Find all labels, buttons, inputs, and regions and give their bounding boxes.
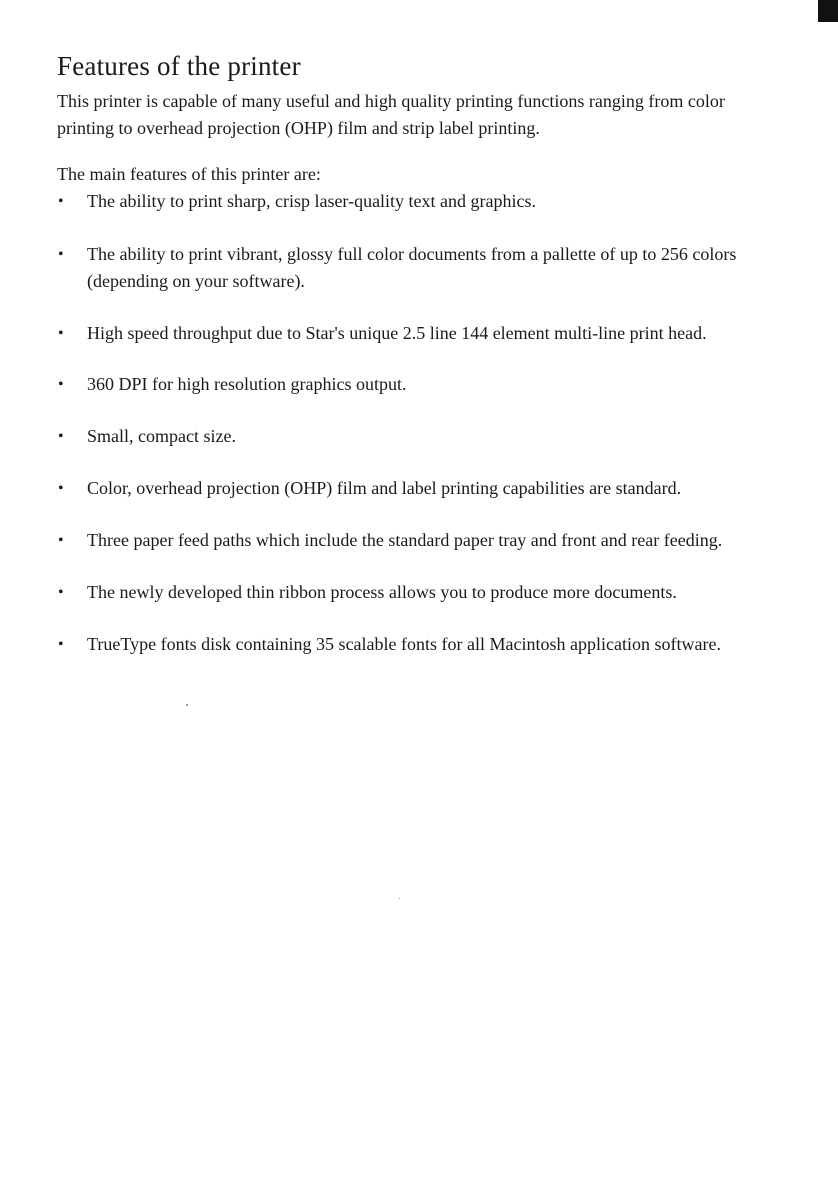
feature-text: 360 DPI for high resolution graphics output. <box>87 374 407 394</box>
feature-text: Color, overhead projection (OHP) film and label printing capabilities are standard. <box>87 478 682 498</box>
feature-item <box>57 579 757 606</box>
feature-item <box>57 320 757 347</box>
feature-item <box>57 241 757 295</box>
bullet-icon: • <box>58 532 64 549</box>
feature-text: The newly developed thin ribbon process allows you to produce more documents. <box>87 582 677 602</box>
bullet-icon: • <box>58 584 64 601</box>
feature-item <box>57 475 757 502</box>
scan-speck <box>399 898 400 899</box>
feature-item <box>57 423 757 450</box>
features-lead: The main features of this printer are: <box>57 164 321 184</box>
feature-text: TrueType fonts disk containing 35 scalable fonts for all Macintosh application software. <box>87 634 721 654</box>
feature-text: The ability to print vibrant, glossy full color documents from a pallette of up to 256 colors (depending on your software). <box>87 244 737 291</box>
bullet-icon: • <box>58 246 64 263</box>
document-page <box>57 50 777 658</box>
bullet-icon: • <box>58 193 64 210</box>
feature-text: High speed throughput due to Star's unique 2.5 line 144 element multi-line print head. <box>87 323 707 343</box>
bullet-icon: • <box>58 325 64 342</box>
bullet-icon: • <box>58 636 64 653</box>
feature-item <box>57 631 757 658</box>
features-list <box>57 188 777 658</box>
bullet-icon: • <box>58 428 64 445</box>
feature-text: Three paper feed paths which include the standard paper tray and front and rear feeding. <box>87 530 723 550</box>
bullet-icon: • <box>58 480 64 497</box>
scan-speck <box>186 704 188 706</box>
page-title: Features of the printer <box>57 51 301 81</box>
page-edge-tab <box>818 0 838 22</box>
feature-text: The ability to print sharp, crisp laser-quality text and graphics. <box>87 191 537 211</box>
intro-paragraph: This printer is capable of many useful and high quality printing functions ranging from color printing to overhead projection (OHP) film and strip label printing. <box>57 91 725 138</box>
feature-text: Small, compact size. <box>87 426 236 446</box>
feature-item <box>57 371 757 398</box>
bullet-icon: • <box>58 376 64 393</box>
feature-item <box>57 188 757 215</box>
feature-item <box>57 527 757 554</box>
